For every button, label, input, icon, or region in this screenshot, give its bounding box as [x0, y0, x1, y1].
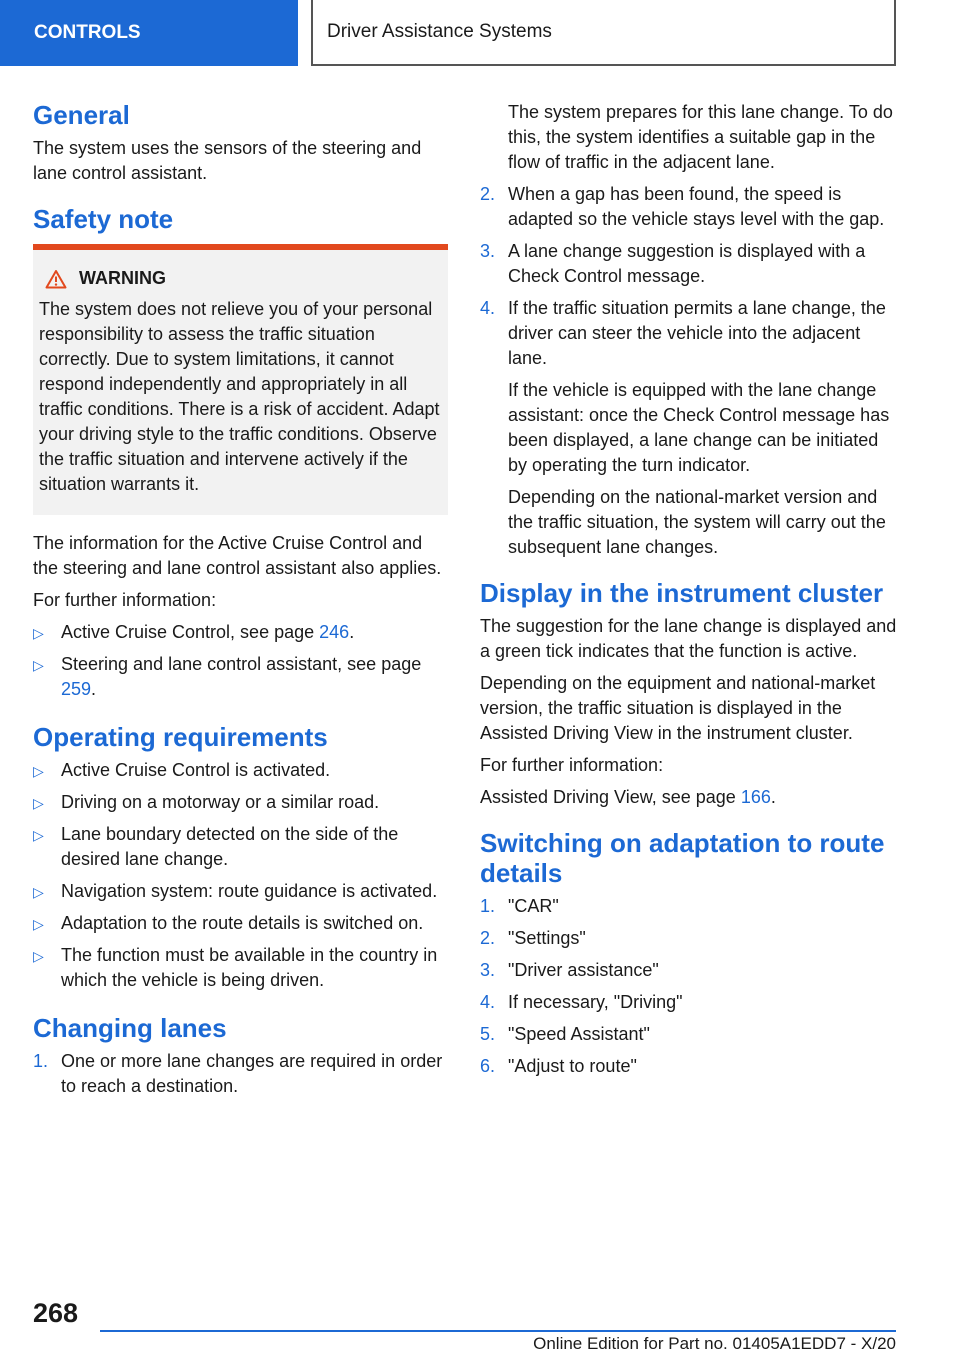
list-item: ▷ The function must be available in the country in which the vehicle is being driven. [33, 945, 438, 990]
heading-general: General [33, 100, 130, 130]
page-number: 268 [33, 1298, 79, 1328]
list-item: 5. "Speed Assistant" [480, 1024, 650, 1044]
heading-changing-lanes: Changing lanes [33, 1013, 227, 1043]
triangle-bullet-icon: ▷ [33, 763, 44, 779]
list-item: 3. A lane change suggestion is displayed with a Check Control message. [480, 241, 866, 286]
chapter-header [311, 0, 896, 66]
triangle-bullet-icon: ▷ [33, 625, 44, 641]
list-item: ▷ Active Cruise Control is activated. [33, 758, 448, 783]
page-link[interactable]: 246 [319, 622, 350, 642]
step4-note-market-version: Depending on the national-market version and the traffic situation, the system will carry out the subsequent lane changes. [508, 487, 886, 557]
footer-divider [100, 1330, 896, 1332]
triangle-bullet-icon: ▷ [33, 916, 44, 932]
list-item: 4. If necessary, "Driving" [480, 992, 683, 1012]
list-item: ▷ Navigation system: route guidance is activated. [33, 879, 448, 904]
general-text: The system uses the sensors of the steering and lane control assistant. [33, 138, 422, 183]
display-text-2: Depending on the equipment and national-market version, the traffic situation is displayed in the Assisted Driving View in the instrument cluster. [480, 673, 876, 743]
list-item: ▷ Adaptation to the route details is switched on. [33, 911, 448, 936]
warning-label: WARNING [79, 268, 166, 288]
heading-switching-on-adaptation: Switching on adaptation to route details [480, 828, 885, 888]
triangle-bullet-icon: ▷ [33, 827, 44, 843]
assisted-driving-view-ref: Assisted Driving View, see page 166. [480, 787, 776, 807]
page-link[interactable]: 259 [61, 679, 92, 699]
right-column [480, 100, 898, 1089]
display-text-1: The suggestion for the lane change is displayed and a green tick indicates that the function is active. [480, 616, 897, 661]
warning-box [33, 244, 448, 515]
warning-text: The system does not relieve you of your personal responsibility to assess the traffic situation correctly. Due to system limitations, it cannot respond independently and appropriately in all traffic conditions. There is a risk of accident. Adapt your driving style to the traffic conditions. Observe the traffic situation and intervene actively if the situation warrants it. [39, 299, 440, 494]
list-item: ▷ Active Cruise Control, see page 246. [33, 620, 448, 645]
switch-on-steps [480, 894, 898, 1079]
info-text: The information for the Active Cruise Control and the steering and lane control assistant also applies. [33, 533, 442, 578]
further-info-label: For further information: [480, 755, 664, 775]
warning-title [41, 268, 441, 289]
triangle-bullet-icon: ▷ [33, 884, 44, 900]
section-tab [0, 0, 298, 66]
list-item: 6. "Adjust to route" [480, 1056, 637, 1076]
heading-operating-requirements: Operating requirements [33, 722, 328, 752]
further-info-label: For further information: [33, 590, 217, 610]
list-item: 2. When a gap has been found, the speed is adapted so the vehicle stays level with the gap. [480, 184, 885, 229]
footer-edition: Online Edition for Part no. 01405A1EDD7 - X/20 [533, 1334, 896, 1353]
step1-continued: The system prepares for this lane change. To do this, the system identifies a suitable gap in the flow of traffic in the adjacent lane. [508, 102, 893, 172]
triangle-bullet-icon: ▷ [33, 657, 44, 673]
list-item: ▷ Steering and lane control assistant, see page 259. [33, 654, 422, 699]
list-item: ▷ Lane boundary detected on the side of the desired lane change. [33, 824, 399, 869]
chapter-label: Driver Assistance Systems [327, 21, 552, 42]
list-item: ▷ Driving on a motorway or a similar road. [33, 790, 448, 815]
heading-display-instrument-cluster: Display in the instrument cluster [480, 578, 884, 608]
step4-note-lane-change-assistant: If the vehicle is equipped with the lane change assistant: once the Check Control message has been displayed, a lane change can be initiated by operating the turn indicator. [508, 380, 890, 475]
list-item: 3. "Driver assistance" [480, 960, 659, 980]
list-item: 2. "Settings" [480, 928, 586, 948]
lane-change-steps-cont [480, 182, 898, 371]
warning-triangle-icon [45, 269, 67, 289]
page-link[interactable]: 166 [740, 787, 771, 807]
list-item: 1. One or more lane changes are required in order to reach a destination. [33, 1051, 443, 1096]
left-column [33, 100, 448, 1109]
requirements-list [33, 758, 448, 993]
triangle-bullet-icon: ▷ [33, 795, 44, 811]
lane-change-steps [33, 1049, 448, 1099]
triangle-bullet-icon: ▷ [33, 948, 44, 964]
list-item: 4. If the traffic situation permits a lane change, the driver can steer the vehicle into the adjacent lane. [480, 298, 886, 368]
heading-safety-note: Safety note [33, 204, 174, 234]
section-label: CONTROLS [34, 22, 141, 43]
reference-list [33, 620, 448, 702]
list-item: 1. "CAR" [480, 896, 559, 916]
